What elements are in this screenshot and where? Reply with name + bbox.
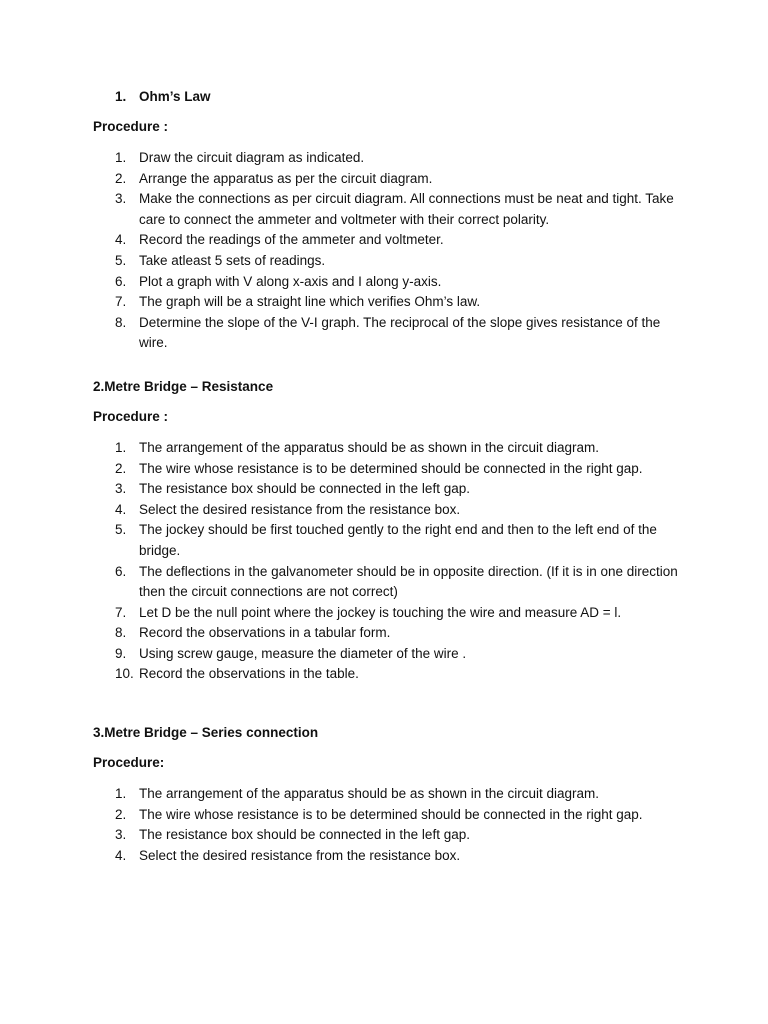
list-number: 9. [115,645,127,661]
list-number: 8. [115,625,127,641]
list-text: Record the readings of the ammeter and voltmeter. [139,232,444,248]
list-number: 3. [115,481,127,497]
list-item [93,251,684,272]
list-item [93,825,684,846]
list-item [93,189,684,230]
list-number: 4. [115,501,127,517]
list-item [93,603,684,624]
list-item [93,169,684,190]
list-number: 8. [115,314,127,330]
list-text: The arrangement of the apparatus should be as shown in the circuit diagram. [139,439,600,455]
list-item [93,438,684,459]
list-text: The graph will be a straight line which verifies Ohm’s law. [139,294,481,310]
section-title: 2.Metre Bridge – Resistance [93,378,274,394]
list-text: The arrangement of the apparatus should be as shown in the circuit diagram. [139,786,600,802]
list-text: Plot a graph with V along x-axis and I along y-axis. [139,273,442,289]
list-number: 1. [115,786,127,802]
procedure-label: Procedure: [93,755,165,771]
list-number: 2. [115,806,127,822]
list-text: The wire whose resistance is to be determined should be connected in the right gap. [139,806,643,822]
list-text: Let D be the null point where the jockey is touching the wire and measure AD = l. [139,604,622,620]
list-item [93,805,684,826]
section-title: 3.Metre Bridge – Series connection [93,725,319,741]
list-text: Draw the circuit diagram as indicated. [139,150,365,165]
list-text: Determine the slope of the V-I graph. The reciprocal of the slope gives resistance of the wire. [139,314,661,351]
list-number: 5. [115,252,127,268]
list-item [93,562,684,603]
list-text: Arrange the apparatus as per the circuit diagram. [139,170,433,186]
list-item [93,644,684,665]
list-text: Record the observations in a tabular form. [139,625,391,641]
procedure-list [93,438,684,685]
procedure-list [93,784,684,866]
list-number: 7. [115,604,127,620]
section-number: 1. [115,89,127,104]
list-item [93,148,684,169]
section-ohms-law [93,88,684,354]
list-item [93,623,684,644]
list-text: Take atleast 5 sets of readings. [139,252,326,268]
list-number: 7. [115,294,127,310]
section-metre-bridge-series [93,724,684,866]
section-heading [115,88,684,106]
list-item [93,784,684,805]
list-text: The resistance box should be connected in the left gap. [139,827,470,843]
list-item [93,479,684,500]
list-number: 6. [115,563,127,579]
list-number: 2. [115,170,127,186]
list-text: The resistance box should be connected in the left gap. [139,481,470,497]
section-metre-bridge-resistance [93,378,684,685]
list-number: 6. [115,273,127,289]
procedure-label: Procedure : [93,119,169,134]
list-number: 5. [115,522,127,538]
list-item [93,313,684,354]
list-text: Record the observations in the table. [139,666,359,682]
list-item [93,664,684,685]
list-item [93,500,684,521]
list-text: The wire whose resistance is to be determined should be connected in the right gap. [139,460,643,476]
list-text: Using screw gauge, measure the diameter of the wire . [139,645,467,661]
list-item [93,230,684,251]
list-number: 3. [115,191,127,207]
list-number: 4. [115,847,127,863]
procedure-label: Procedure : [93,408,169,424]
list-number: 2. [115,460,127,476]
list-item [93,459,684,480]
list-number: 10. [115,666,134,682]
section-title: Ohm’s Law [139,89,211,104]
list-item [93,292,684,313]
list-text: The jockey should be first touched gently to the right end and then to the left end of the bridge. [139,522,657,558]
list-number: 1. [115,150,127,165]
list-number: 1. [115,439,127,455]
list-number: 3. [115,827,127,843]
list-item [93,520,684,561]
list-text: Select the desired resistance from the resistance box. [139,501,461,517]
list-text: Make the connections as per circuit diagram. All connections must be neat and tight. Take care to connect the ammeter and voltmeter with their correct polarity. [139,191,674,227]
list-text: Select the desired resistance from the resistance box. [139,847,461,863]
list-item [93,846,684,867]
list-text: The deflections in the galvanometer should be in opposite direction. (If it is in one direction then the circuit connections are not correct) [139,563,678,600]
procedure-list [93,148,684,354]
list-number: 4. [115,232,127,248]
list-item [93,272,684,293]
